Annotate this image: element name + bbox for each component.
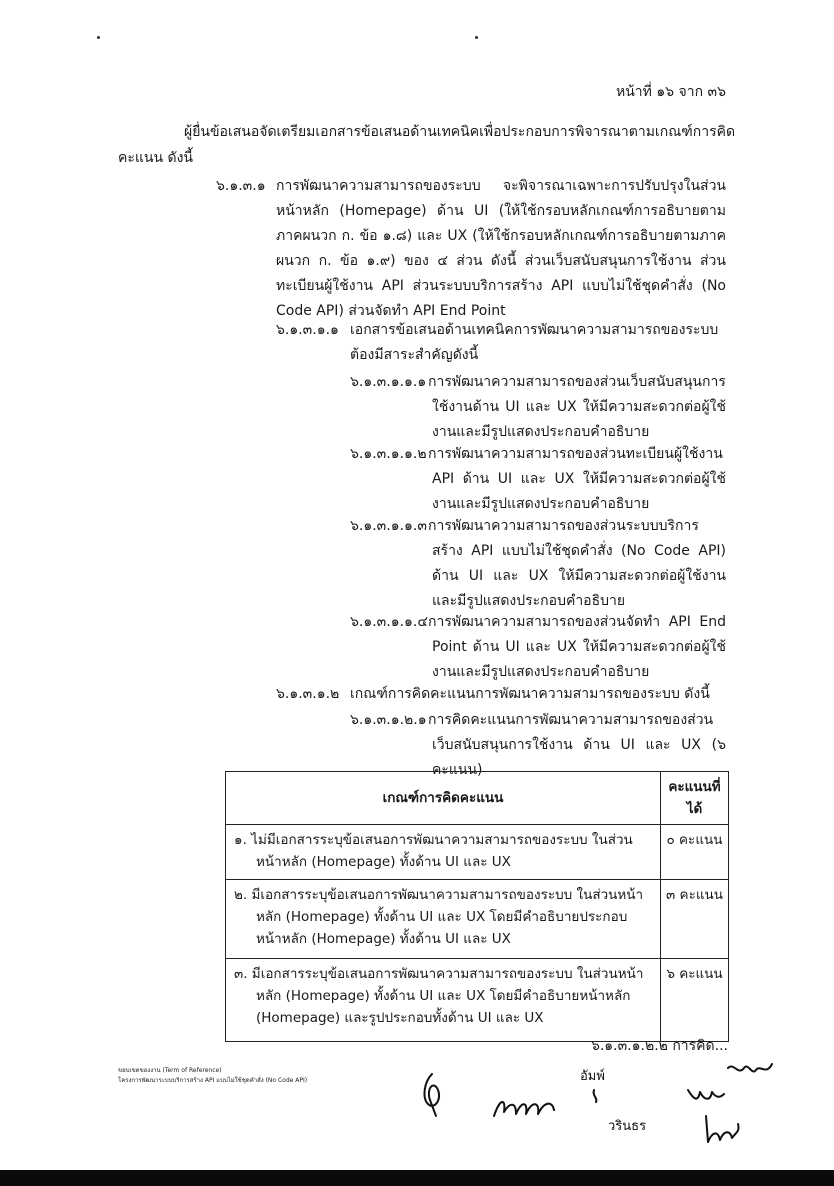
table-header-row xyxy=(226,772,729,825)
intro-line-2: คะแนน ดังนี้ xyxy=(118,150,193,166)
criteria-cell: ๑. ไม่มีเอกสารระบุข้อเสนอการพัฒนาความสามารถของระบบ ในส่วนหน้าหลัก (Homepage) ทั้งด้าน UI และ UX xyxy=(226,825,661,880)
scan-border xyxy=(0,1170,834,1186)
table-row xyxy=(226,959,729,1042)
scan-speck xyxy=(97,36,100,39)
scan-speck xyxy=(475,36,478,39)
signature-text: วรินธร xyxy=(608,1119,647,1134)
item-text: การพัฒนาความสามารถของส่วนระบบบริการสร้าง API แบบไม่ใช้ชุดคำสั่ง (No Code API) ด้าน UI และ UX ให้มีความสะดวกต่อผู้ใช้งานและมีรูปแสดงประกอบคำอธิบาย xyxy=(428,518,726,609)
item-text: การพัฒนาความสามารถของส่วนจัดทำ API End Point ด้าน UI และ UX ให้มีความสะดวกต่อผู้ใช้งานและมีรูปแสดงประกอบคำอธิบาย xyxy=(428,614,726,680)
subsection-text: เกณฑ์การคิดคะแนนการพัฒนาความสามารถของระบบ ดังนี้ xyxy=(350,686,710,702)
signature-6 xyxy=(606,1112,666,1142)
table-row xyxy=(226,880,729,959)
criteria-header: เกณฑ์การคิดคะแนน xyxy=(226,772,661,825)
table-row xyxy=(226,825,729,880)
section-text: การพัฒนาความสามารถของระบบ จะพิจารณาเฉพาะการปรับปรุงในส่วนหน้าหลัก (Homepage) ด้าน UI (ให้ใช้กรอบหลักเกณฑ์การอธิบายตามภาคผนวก ก. ข้อ ๑.๘) และ UX (ให้ใช้กรอบหลักเกณฑ์การอธิบายตามภาคผนวก ก. ข้อ ๑.๙) ของ ๔ ส่วน ดังนี้ ส่วนเว็บสนับสนุนการใช้งาน ส่วนทะเบียนผู้ใช้งาน API ส่วนระบบบริการสร้าง API แบบไม่ใช้ชุดคำสั่ง (No Code API) ส่วนจัดทำ API End Point xyxy=(276,178,726,319)
signature-5 xyxy=(726,1058,776,1088)
score-cell: ๖ คะแนน xyxy=(661,959,729,1042)
signature-1 xyxy=(418,1070,448,1120)
continuation-text: ๖.๑.๓.๑.๒.๒ การคิด... xyxy=(590,1038,728,1054)
item-text: การคิดคะแนนการพัฒนาความสามารถของส่วนเว็บสนับสนุนการใช้งาน ด้าน UI และ UX (๖ คะแนน) xyxy=(428,712,726,778)
item-text: การพัฒนาความสามารถของส่วนทะเบียนผู้ใช้งาน API ด้าน UI และ UX ให้มีความสะดวกต่อผู้ใช้งานและมีรูปแสดงประกอบคำอธิบาย xyxy=(428,446,726,512)
signature-2 xyxy=(490,1088,560,1128)
score-table xyxy=(225,771,729,1042)
signature-3 xyxy=(576,1060,616,1110)
score-cell: ๐ คะแนน xyxy=(661,825,729,880)
criteria-cell: ๓. มีเอกสารระบุข้อเสนอการพัฒนาความสามารถของระบบ ในส่วนหน้าหลัก (Homepage) ทั้งด้าน UI และ UX โดยมีคำอธิบายหน้าหลัก (Homepage) และรูปประกอบทั้งด้าน UI และ UX xyxy=(226,959,661,1042)
score-cell: ๓ คะแนน xyxy=(661,880,729,959)
item-number: ๖.๑.๓.๑.๑.๒ xyxy=(350,446,427,462)
signature-7 xyxy=(702,1112,742,1148)
page-number: หน้าที่ ๑๖ จาก ๓๖ xyxy=(615,84,726,100)
subsection-number: ๖.๑.๓.๑.๒ xyxy=(276,686,340,702)
intro-line-1: ผู้ยื่นข้อเสนอจัดเตรียมเอกสารข้อเสนอด้านเทคนิคเพื่อประกอบการพิจารณาตามเกณฑ์การคิด xyxy=(184,124,736,140)
subsection-number: ๖.๑.๓.๑.๑ xyxy=(276,322,339,338)
footer-line-1: ขอบเขตของงาน (Term of Reference) xyxy=(118,1067,222,1074)
signature-4 xyxy=(686,1084,726,1114)
section-number: ๖.๑.๓.๑ xyxy=(216,178,266,194)
item-number: ๖.๑.๓.๑.๑.๔ xyxy=(350,614,428,630)
item-number: ๖.๑.๓.๑.๑.๑ xyxy=(350,374,427,390)
criteria-cell: ๒. มีเอกสารระบุข้อเสนอการพัฒนาความสามารถของระบบ ในส่วนหน้าหลัก (Homepage) ทั้งด้าน UI และ UX โดยมีคำอธิบายประกอบหน้าหลัก (Homepage) ทั้งด้าน UI และ UX xyxy=(226,880,661,959)
score-header: คะแนนที่ได้ xyxy=(661,772,729,825)
signature-text: อัมพ์ xyxy=(580,1069,605,1084)
subsection-text: เอกสารข้อเสนอด้านเทคนิคการพัฒนาความสามารถของระบบต้องมีสาระสำคัญดังนี้ xyxy=(350,322,719,363)
item-number: ๖.๑.๓.๑.๑.๓ xyxy=(350,518,427,534)
item-number: ๖.๑.๓.๑.๒.๑ xyxy=(350,712,427,728)
item-text: การพัฒนาความสามารถของส่วนเว็บสนับสนุนการใช้งานด้าน UI และ UX ให้มีความสะดวกต่อผู้ใช้งานและมีรูปแสดงประกอบคำอธิบาย xyxy=(428,374,726,440)
footer-line-2: โครงการพัฒนาระบบบริการสร้าง API แบบไม่ใช้ชุดคำสั่ง (No Code API) xyxy=(118,1077,308,1084)
